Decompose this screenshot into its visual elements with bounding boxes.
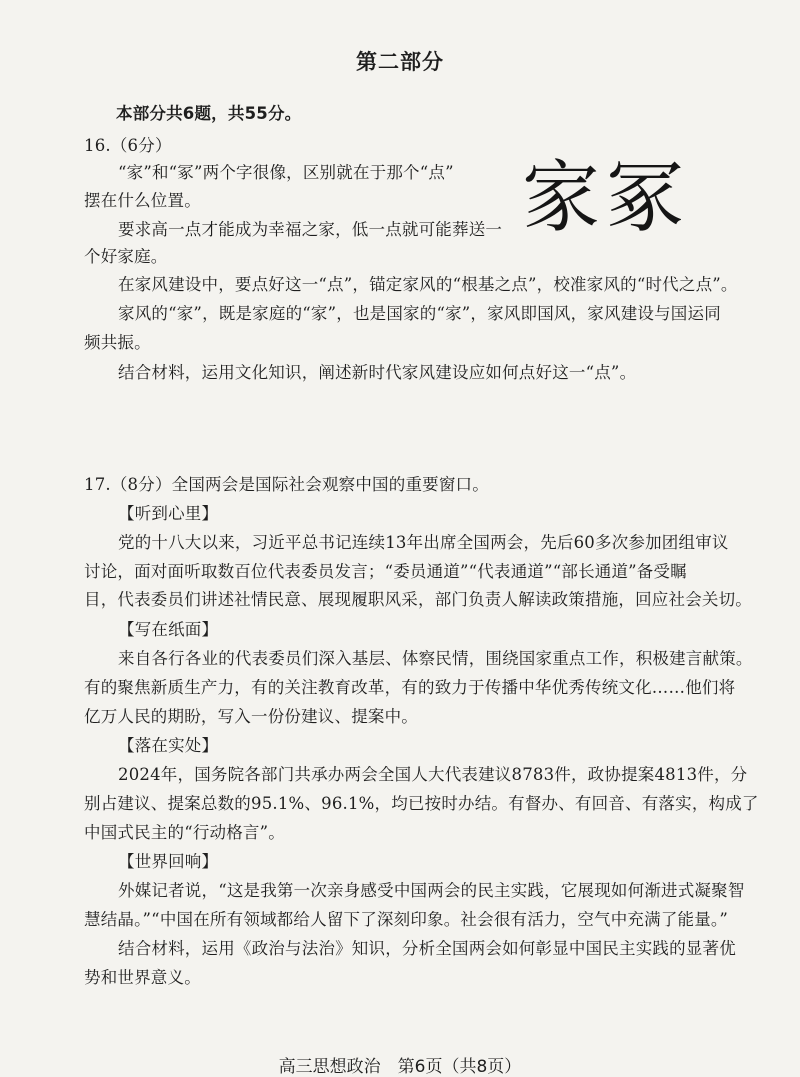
- q16-line: 结合材料，运用文化知识，阐述新时代家风建设应如何点好这一“点”。: [118, 363, 637, 382]
- q16-line: 摆在什么位置。: [84, 191, 201, 210]
- q17-line: 势和世界意义。: [84, 968, 201, 987]
- q17-line: 有的聚焦新质生产力，有的关注教育改革，有的致力于传播中华优秀传统文化……他们将: [84, 678, 736, 697]
- q17-section-label: 【写在纸面】: [118, 620, 219, 639]
- q17-line: 慧结晶。”“中国在所有领域都给人留下了深刻印象。社会很有活力，空气中充满了能量。”: [84, 910, 729, 929]
- q17-section-label: 【听到心里】: [118, 504, 219, 523]
- q17-header: 17.（8分）全国两会是国际社会观察中国的重要窗口。: [84, 475, 489, 494]
- section-title: 第二部分: [356, 50, 444, 74]
- q17-line: 中国式民主的“行动格言”。: [84, 823, 285, 842]
- calligraphy-characters: 家冢: [522, 153, 691, 243]
- q17-line: 讨论，面对面听取数百位代表委员发言；“委员通道”“代表通道”“部长通道”备受瞩: [84, 562, 687, 581]
- q17-line: 别占建议、提案总数的95.1%、96.1%，均已按时办结。有督办、有回音、有落实，构成了: [84, 794, 759, 813]
- q16-line: 个好家庭。: [84, 247, 168, 266]
- page-footer: 高三思想政治 第6页（共8页）: [278, 1057, 522, 1077]
- q17-line: 2024年，国务院各部门共承办两会全国人大代表建议8783件，政协提案4813件，分: [118, 765, 748, 784]
- q17-section-label: 【世界回响】: [118, 852, 219, 871]
- q17-line: 来自各行各业的代表委员们深入基层、体察民情，围绕国家重点工作，积极建言献策。: [118, 649, 753, 668]
- q17-section-label: 【落在实处】: [118, 736, 219, 755]
- q16-line: 在家风建设中，要点好这一“点”，锚定家风的“根基之点”，校准家风的“时代之点”。: [118, 275, 738, 294]
- q17-line: 党的十八大以来，习近平总书记连续13年出席全国两会，先后60多次参加团组审议: [118, 533, 729, 552]
- q17-line: 亿万人民的期盼，写入一份份建议、提案中。: [84, 707, 418, 726]
- q16-line: “家”和“冢”两个字很像，区别就在于那个“点”: [118, 163, 454, 182]
- q17-line: 结合材料，运用《政治与法治》知识，分析全国两会如何彰显中国民主实践的显著优: [118, 939, 736, 958]
- q17-line: 外媒记者说，“这是我第一次亲身感受中国两会的民主实践，它展现如何渐进式凝聚智: [118, 881, 745, 900]
- part-intro: 本部分共6题，共55分。: [116, 104, 302, 123]
- q16-header: 16.（6分）: [84, 136, 172, 155]
- q16-line: 要求高一点才能成为幸福之家，低一点就可能葬送一: [118, 220, 503, 239]
- q16-line: 家风的“家”，既是家庭的“家”，也是国家的“家”，家风即国风，家风建设与国运同: [118, 304, 721, 323]
- q17-line: 目，代表委员们讲述社情民意、展现履职风采，部门负责人解读政策措施，回应社会关切。: [84, 590, 752, 609]
- q16-line: 频共振。: [84, 333, 151, 352]
